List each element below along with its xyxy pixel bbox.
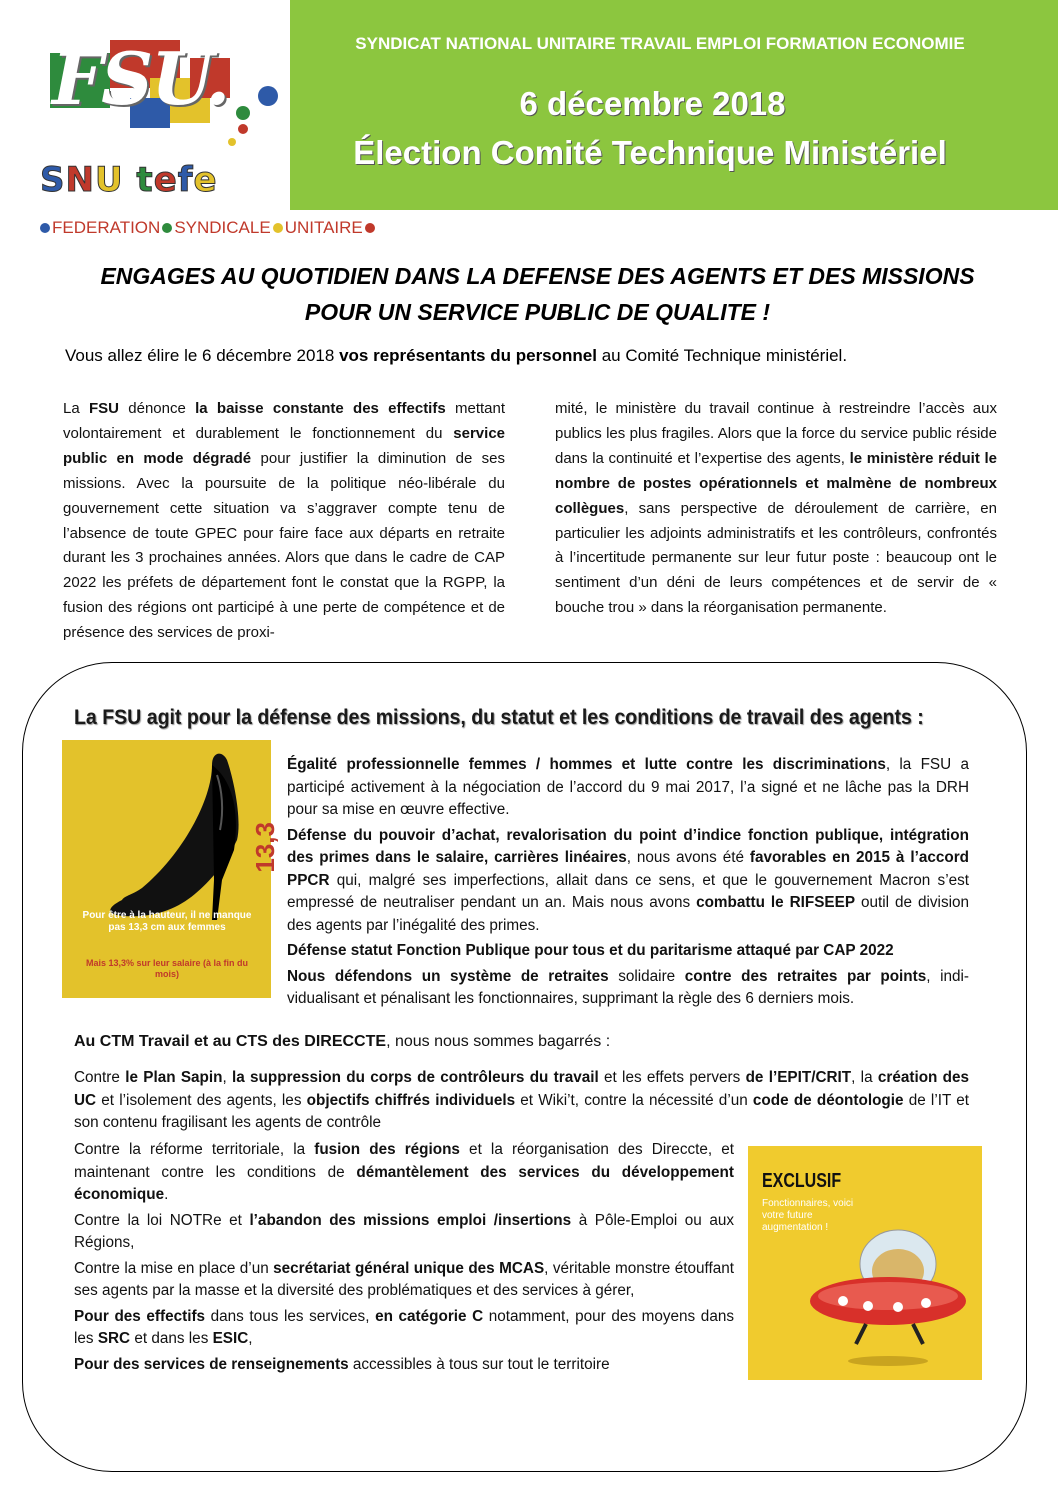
headline-line-2: POUR UN SERVICE PUBLIC DE QUALITE ! bbox=[304, 299, 771, 325]
bold-text: la suppression du corps de contrôleurs du travail bbox=[232, 1069, 599, 1086]
paragraph-right-column bbox=[555, 397, 997, 621]
text: , bbox=[248, 1330, 253, 1347]
bold-text: l’abandon des missions emploi /insertions bbox=[249, 1211, 572, 1229]
action-purchasing-power bbox=[287, 825, 969, 938]
action-retraites bbox=[287, 966, 969, 1011]
election-title: Élection Comité Technique Ministériel bbox=[353, 134, 947, 171]
bold-text: en catégorie C bbox=[375, 1307, 484, 1325]
election-date: 6 décembre 2018 bbox=[519, 85, 786, 122]
poster-title: EXCLUSIF bbox=[762, 1170, 842, 1192]
text: accessibles à tous sur tout le territoire bbox=[348, 1355, 610, 1373]
bold-text: Au CTM Travail et au CTS des DIRECCTE bbox=[74, 1033, 387, 1050]
bold-text: objectifs chiffrés individuels bbox=[306, 1091, 516, 1109]
snu-letter: U bbox=[94, 160, 124, 200]
logo-dot-blue bbox=[258, 86, 278, 106]
text: dans tous les services, bbox=[205, 1307, 376, 1325]
bold-text: fusion des régions bbox=[314, 1141, 460, 1158]
text: Contre la loi NOTRe et bbox=[74, 1211, 250, 1229]
list-item bbox=[74, 1210, 734, 1255]
snu-letter bbox=[124, 160, 137, 200]
bold-text: contre des retraites par points bbox=[684, 967, 927, 985]
snu-letter: f bbox=[177, 160, 194, 200]
poster-caption-red: Mais 13,3% sur leur salaire (à la fin du mois) bbox=[85, 958, 249, 979]
intro-sentence bbox=[65, 346, 1005, 366]
bold-text: le Plan Sapin bbox=[125, 1069, 223, 1086]
bold-text: SRC bbox=[97, 1330, 131, 1347]
bold-text: favorables en 2015 à l’accord PPCR bbox=[287, 849, 969, 889]
actions-list bbox=[287, 754, 969, 1014]
logo-dot-red bbox=[238, 124, 248, 134]
text: , la FSU a participé activement à la négociation de l’accord du 9 mai 2017, l’a signé et ne lâche pas la DRH pour sa mise en œuvre effective. bbox=[287, 756, 969, 818]
logo-dot-green bbox=[236, 106, 250, 120]
bold-text: création des UC bbox=[74, 1069, 970, 1109]
unitaire-word: UNITAIRE bbox=[284, 218, 363, 237]
text: Contre la réforme territoriale, la bbox=[74, 1141, 315, 1158]
snu-letter: S bbox=[40, 160, 66, 200]
text: , nous nous sommes bagarrés : bbox=[386, 1033, 611, 1050]
federation-word: FEDERATION bbox=[52, 218, 161, 237]
list-item bbox=[74, 1139, 734, 1207]
bold-text: ESIC bbox=[212, 1330, 249, 1347]
text: , nous avons été bbox=[626, 849, 750, 866]
intro-text: au Comité Technique ministériel. bbox=[596, 346, 848, 365]
syndicale-word: SYNDICALE bbox=[174, 218, 271, 237]
intro-text: Vous allez élire le 6 décembre 2018 bbox=[65, 346, 340, 365]
bold-text: Pour des effectifs bbox=[74, 1307, 206, 1325]
text: , sans perspective de déroulement de carrière, en particulier les adjoints administratifs et les contrôleurs, confrontés à l’incertitude permanente sur leur futur poste : beaucoup ont le sentiment d’un déni de leurs compétences et de servir de « bouche trou » dans la réorganisation permanente. bbox=[555, 499, 997, 617]
text: , véritable monstre étouffant ses agents par la masse et la diversité des problématiques et des services à gérer, bbox=[74, 1259, 734, 1299]
bold-text: combattu le RIFSEEP bbox=[696, 894, 856, 911]
main-headline bbox=[60, 258, 1015, 330]
intro-bold: vos représentants du personnel bbox=[339, 346, 597, 365]
bold-text: service public en mode dégradé bbox=[63, 424, 505, 467]
text: et dans les bbox=[130, 1330, 213, 1347]
text: qui, malgré ses imperfections, allait dans ce sens, et que le gouvernement Macron s’est empressé de neutraliser pendant un an. Mais nous avons bbox=[287, 871, 969, 911]
text: et les effets pervers bbox=[598, 1069, 746, 1086]
text: et la réorganisation des Direccte, et maintenant contre les conditions de bbox=[74, 1141, 734, 1181]
federation-line bbox=[40, 218, 375, 238]
bold-text: secrétariat général unique des MCAS bbox=[273, 1259, 545, 1277]
union-name: SYNDICAT NATIONAL UNITAIRE TRAVAIL EMPLOI FORMATION ECONOMIE bbox=[355, 34, 965, 53]
action-equality bbox=[287, 754, 969, 822]
bold-text: Défense statut Fonction Publique pour tous et du paritarisme attaqué par CAP 2022 bbox=[287, 942, 894, 959]
snu-tefe-logo bbox=[40, 160, 218, 200]
text: à Pôle-Emploi ou aux Régions, bbox=[74, 1211, 734, 1251]
text: , bbox=[222, 1069, 232, 1086]
dot-icon bbox=[162, 223, 172, 233]
text: mité, le ministère du travail continue à restreindre l’accès aux publics les plus fragiles. Alors que la force du service public réside dans la continuité et l’expertise des agents, bbox=[555, 400, 997, 467]
list-item bbox=[74, 1354, 774, 1377]
text: Contre la mise en place d’un bbox=[74, 1259, 274, 1277]
exclusif-poster-image bbox=[748, 1146, 982, 1380]
text: . bbox=[164, 1186, 169, 1203]
paragraph-left-column bbox=[63, 397, 505, 646]
text: de l’IT et son contenu fragilisant les agents de contrôle bbox=[74, 1091, 969, 1131]
text: La bbox=[63, 400, 89, 417]
contre-list bbox=[74, 1139, 734, 1379]
poster-caption: Pour être à la hauteur, il ne manque pas 13,3 cm aux femmes bbox=[82, 910, 252, 933]
text: Contre bbox=[74, 1069, 126, 1086]
logo-dot-yellow bbox=[228, 138, 236, 146]
list-item bbox=[74, 1067, 969, 1135]
text: notamment, pour des moyens dans les bbox=[74, 1307, 734, 1347]
bold-text: Pour des services de renseignements bbox=[74, 1355, 349, 1373]
contre-plan-sapin bbox=[74, 1067, 969, 1138]
headline-line-1: ENGAGES AU QUOTIDIEN DANS LA DEFENSE DES AGENTS ET DES MISSIONS bbox=[100, 263, 975, 289]
actions-box-title: La FSU agit pour la défense des missions, du statut et les conditions de travail des agents : bbox=[74, 706, 924, 729]
bold-text: Défense du pouvoir d’achat, revalorisation du point d’indice fonction publique, intégration des primes dans le salaire, carrières linéaires bbox=[287, 826, 969, 866]
fsu-logo-text: FSU. bbox=[52, 36, 229, 121]
snu-letter: e bbox=[193, 160, 218, 200]
action-statut bbox=[287, 940, 969, 963]
bold-text: le ministère réduit le nombre de postes opérationnels et malmène de nombreux collègues bbox=[555, 449, 998, 517]
poster-subtitle: Fonctionnaires, voici votre future augmentation ! bbox=[762, 1198, 854, 1233]
bold-text: Égalité professionnelle femmes / hommes et lutte contre les discriminations bbox=[287, 756, 886, 773]
bold-text: FSU bbox=[88, 400, 119, 417]
text: solidaire bbox=[608, 967, 685, 985]
list-item bbox=[74, 1306, 734, 1351]
dot-icon bbox=[365, 223, 375, 233]
gap-number: 13,3 bbox=[250, 822, 280, 873]
bold-text: code de déontologie bbox=[752, 1091, 904, 1109]
bold-text: la baisse constante des effectifs bbox=[195, 400, 446, 417]
snu-letter: t bbox=[136, 160, 154, 200]
equality-poster-image bbox=[62, 740, 280, 998]
text: outil de division des agents par l’inégalité des primes. bbox=[287, 894, 970, 934]
text: dénonce bbox=[118, 400, 196, 417]
snu-letter: N bbox=[65, 160, 95, 200]
snu-letter: e bbox=[153, 160, 178, 200]
dot-icon bbox=[40, 223, 50, 233]
ctm-heading bbox=[74, 1033, 974, 1051]
flying-saucer-icon bbox=[748, 1146, 982, 1380]
list-item bbox=[74, 1258, 734, 1303]
text: et l’isolement des agents, les bbox=[96, 1091, 307, 1109]
text: , individualisant et pénalisant les fonctionnaires, supprimant la règle des 6 derniers mois. bbox=[287, 967, 970, 1007]
bold-text: de l’EPIT/CRIT bbox=[745, 1069, 852, 1086]
text: pour justifier la diminution de ses missions. Avec la poursuite de la politique néo-libérale du gouvernement cette situation va s’aggraver compte tenu de l’absence de toute GPEC pour faire face aux départs en retraite durant les 3 prochaines années. Alors que dans le cadre de CAP 2022 les préfets de département font le constat que la RGPP, la fusion des régions ont participé à une perte de compétence et de présence des services de proxi- bbox=[63, 449, 505, 642]
text: et Wiki’t, contre la nécessité d’un bbox=[515, 1091, 753, 1109]
logo-area bbox=[0, 0, 290, 210]
dot-icon bbox=[273, 223, 283, 233]
bold-text: Nous défendons un système de retraites bbox=[287, 967, 609, 985]
bold-text: démantèlement des services du développement économique bbox=[74, 1163, 734, 1203]
text: mettant volontairement et durablement le fonctionnement du bbox=[63, 400, 506, 442]
text: , la bbox=[851, 1069, 878, 1086]
